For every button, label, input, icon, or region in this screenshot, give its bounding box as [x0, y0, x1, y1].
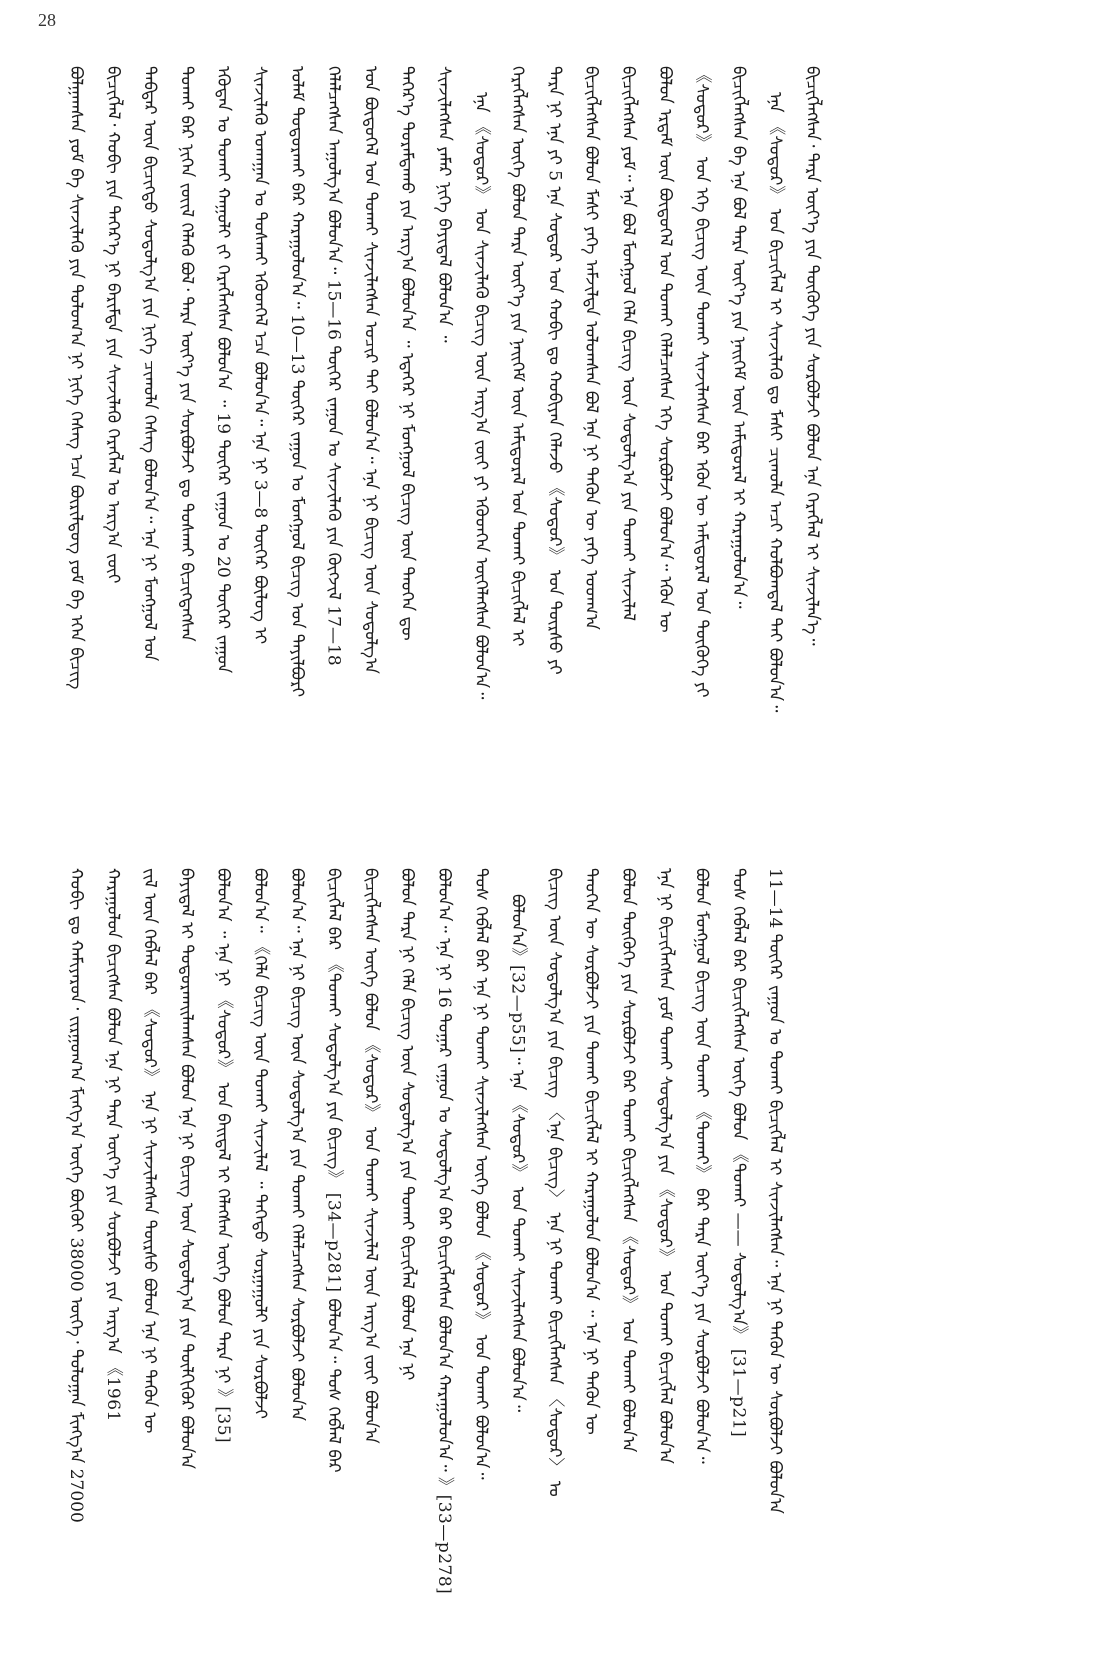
text-column: ᠬᠡᠷᠡᠭᠯᠡᠭᠰᠡᠨ ᠦᠭᠡ ᠪᠣᠯᠤᠨ ᠲᠡᠷᠡ ᠦᠶ᠎ᠡ ᠶᠢᠨ ᠨᠡᠢᠭᠡᠮ ᠦᠨ ᠠᠮᠢᠳᠤᠷᠠᠯ ᠤᠨ ᠲᠤᠬᠠᠢ ᠪᠢᠴᠢᠭᠯᠡᠯ ᠢ	[507, 66, 528, 647]
text-column: ᠤᠯᠠᠮ ᠲᠣᠳᠤᠷᠬᠠᠢ ᠪᠠᠷ ᠬᠠᠷᠠᠭᠤᠯᠤᠨ᠎ᠠ᠃ 10—13 ᠳᠦᠭᠡᠷ ᠵᠠᠭᠤᠨ ᠤ ᠮᠣᠩᠭᠣᠯ ᠪᠢᠴᠢᠭ ᠤᠨ ᠲᠠᠶᠢᠯᠪᠤᠷᠢ	[286, 66, 307, 697]
text-column: ᠪᠣᠯᠤᠨ᠎ᠠ᠃ ᠡᠨᠡ ᠨᠢ 16 ᠳᠤᠭᠠᠷ ᠵᠠᠭᠤᠨ ᠤ ᠰᠤᠳᠤᠯᠭ᠎ᠠ ᠪᠠᠷ ᠪᠢᠴᠢᠭᠯᠡᠭᠰᠡᠨ ᠪᠣᠯᠤᠨ᠎ᠠ ᠬᠠᠷᠠᠭᠤᠯᠤᠨ᠎ᠠ᠃ 》[33—p278]	[433, 868, 454, 1595]
text-column: 11—14 ᠳᠦᠭᠡᠷ ᠵᠠᠭᠤᠨ ᠤ ᠲᠤᠬᠠᠢ ᠪᠢᠴᠢᠭᠯᠡᠯ ᠢ ᠰᠢᠨᠵᠢᠯᠡᠭᠰᠡᠨ᠃ ᠡᠨᠡ ᠨᠢ ᠲᠡᠭᠦᠨ ᠦ ᠰᠤᠷᠪᠤᠯᠵᠢ ᠪᠣᠯᠤᠨ᠎ᠠ	[765, 868, 786, 1514]
text-column: ᠲᠡᠷᠡ ᠨᠢ ᠡᠨᠡ ᠶᠢ 5 ᠡᠨᠡ ᠰᠤᠳᠤᠷ ᠤᠨ ᠬᠤᠪᠢ ᠳᠤ ᠬᠤᠪᠢᠶᠠᠨ ᠬᠡᠯᠡᠵᠦ 《ᠰᠤᠳᠤᠷ》 ᠤᠨ ᠳᠦᠷᠰᠦ ᠶᠢ	[544, 66, 565, 675]
text-column: ᠲᠡᠦᠬᠡᠨ ᠦ ᠰᠤᠷᠪᠤᠯᠵᠢ ᠶᠢᠨ ᠲᠤᠬᠠᠢ ᠪᠢᠴᠢᠭᠯᠡᠯ ᠢ ᠬᠠᠷᠠᠭᠤᠯᠤᠨ ᠪᠣᠯᠤᠨ᠎ᠠ ᠃ ᠡᠨᠡ ᠨᠢ ᠲᠡᠭᠦᠨ ᠦ	[581, 868, 602, 1435]
text-column: ᠪᠣᠯᠤᠨ᠎ᠠ ᠃ ᠡᠨᠡ ᠨᠢ 《ᠰᠤᠳᠤᠷ》 ᠤᠨ ᠪᠠᠢᠳᠠᠯ ᠢ ᠬᠡᠯᠡᠭᠰᠡᠨ ᠦᠭᠡ ᠪᠣᠯᠤᠨ ᠲᠡᠷᠡ ᠨᠢ 》[35]	[213, 868, 234, 1444]
text-column: ᠪᠠᠶᠢᠳᠠᠯ ᠢ ᠲᠣᠳᠤᠷᠬᠠᠢᠯᠠᠭᠰᠠᠨ ᠪᠣᠯᠤᠨ ᠡᠨᠡ ᠨᠢ ᠪᠢᠴᠢᠭ ᠦᠨ ᠰᠤᠳᠤᠯᠭ᠎ᠠ ᠶᠢᠨ ᠲᠦᠯᠬᠢᠭᠦᠷ ᠪᠣᠯᠤᠨ᠎ᠠ	[176, 868, 197, 1470]
text-column: ᠬᠠᠷᠠᠭᠤᠯᠤᠨ ᠪᠢᠴᠢᠭᠰᠡᠨ ᠪᠣᠯᠤᠨ ᠡᠨᠡ ᠨᠢ ᠲᠡᠷᠡ ᠦᠶ᠎ᠡ ᠶᠢᠨ ᠰᠤᠷᠪᠤᠯᠵᠢ ᠶᠢᠨ ᠠᠷᠭ᠎ᠠ 《1961	[102, 868, 123, 1422]
text-column: ᠪᠣᠯᠤᠨ ᠡᠷᠳᠡᠮ ᠦᠨ ᠪᠦᠲᠦᠭᠡᠯ ᠤᠨ ᠲᠤᠬᠠᠢ ᠬᠡᠯᠡᠯᠴᠡᠭᠰᠡᠨ ᠡᠬᠡ ᠰᠤᠷᠪᠤᠯᠵᠢ ᠪᠣᠯᠤᠨ᠎ᠠ᠃ ᠡᠭᠦᠨ ᠦ	[654, 66, 675, 633]
text-column: ᠡᠭᠦᠳᠡᠨ ᠤ ᠲᠤᠬᠠᠢ ᠬᠠᠭᠤᠯᠢ ᠵᠢ ᠬᠡᠷᠡᠭᠯᠡᠭᠰᠡᠨ ᠪᠣᠯᠤᠨ᠎ᠠ ᠃ 19 ᠳᠦᠭᠡᠷ ᠵᠠᠭᠤᠨ ᠤ 20 ᠳᠦᠭᠡᠷ ᠵᠠᠭᠤᠨ	[213, 66, 234, 674]
text-column: ᠪᠢᠴᠢᠭᠯᠡᠭᠰᠡᠨ ᠶᠤᠮ᠃ ᠡᠨᠡ ᠪᠣᠯ ᠮᠣᠩᠭᠣᠯ ᠬᠡᠯᠡ ᠪᠢᠴᠢᠭ ᠦᠨ ᠰᠤᠳᠤᠯᠭ᠎ᠠ ᠶᠢᠨ ᠲᠤᠬᠠᠢ ᠰᠢᠨᠵᠢᠯᠡᠯ	[617, 66, 638, 622]
text-column: ᠪᠢᠴᠢᠭᠯᠡᠭᠰᠡᠨ ᠪᠣᠯᠤᠨ ᠮᠠᠰᠢ ᠶᠡᠬᠡ ᠠᠮᠵᠢᠯᠲᠠ ᠣᠯᠤᠭᠰᠠᠨ ᠪᠣᠯ ᠡᠨᠡ ᠨᠢ ᠲᠡᠭᠦᠨ ᠦ ᠶᠡᠬᠡ ᠤᠳᠬ᠎ᠠ	[581, 66, 602, 630]
text-column: ᠪᠢᠴᠢᠭ ᠦᠨ ᠰᠤᠳᠤᠯᠭ᠎ᠠ ᠶᠢᠨ ᠪᠢᠴᠢᠭ 〈ᠡᠨᠡ ᠪᠢᠴᠢᠭ〉 ᠡᠨᠡ ᠨᠢ ᠲᠤᠬᠠᠢ ᠪᠢᠴᠢᠭᠯᠡᠭᠰᠡᠨ 〈ᠰᠤᠳᠤᠷ〉 ᠤ	[544, 868, 565, 1497]
text-column: ᠪᠣᠯᠤᠨ᠎ᠠ》[32—p55]᠃ ᠡᠨᠡ 《ᠰᠤᠳᠤᠷ》 ᠤᠨ ᠲᠤᠬᠠᠢ ᠰᠢᠨᠵᠢᠯᠡᠭᠰᠡᠨ ᠪᠣᠯᠤᠨ᠎ᠠ᠃	[507, 894, 528, 1413]
text-column: ᠤᠨ ᠪᠦᠲᠦᠭᠡᠯ ᠤᠨ ᠲᠤᠬᠠᠢ ᠰᠢᠨᠵᠢᠯᠡᠭᠰᠡᠨ ᠤᠴᠢᠷ ᠲᠠᠢ ᠪᠣᠯᠤᠨ᠎ᠠ᠃ ᠡᠨᠡ ᠨᠢ ᠪᠢᠴᠢᠭ ᠦᠨ ᠰᠤᠳᠤᠯᠭ᠎ᠠ	[360, 66, 381, 674]
text-column: ᠪᠣᠯᠤᠨ ᠲᠡᠷᠡ ᠨᠢ ᠬᠡᠯᠡ ᠪᠢᠴᠢᠭ ᠦᠨ ᠰᠤᠳᠤᠯᠭ᠎ᠠ ᠶᠢᠨ ᠲᠤᠬᠠᠢ ᠪᠢᠴᠢᠭᠯᠡᠯ ᠪᠣᠯᠤᠨ ᠡᠨᠡ ᠨᠢ	[397, 868, 418, 1381]
text-column: ᠪᠣᠯᠤᠨ᠎ᠠ᠃ ᠡᠨᠡ ᠨᠢ ᠪᠢᠴᠢᠭ ᠦᠨ ᠰᠤᠳᠤᠯᠭ᠎ᠠ ᠶᠢᠨ ᠲᠤᠬᠠᠢ ᠬᠡᠯᠡᠯᠴᠡᠭᠰᠡᠨ ᠰᠤᠷᠪᠤᠯᠵᠢ ᠪᠣᠯᠤᠨ᠎ᠠ	[286, 868, 307, 1422]
text-column: ᠲᠤᠰ ᠬᠡᠪᠯᠡᠯ ᠪᠠᠷ ᠡᠨᠡ ᠨᠢ ᠲᠤᠬᠠᠢ ᠰᠢᠨᠵᠢᠯᠡᠭᠰᠡᠨ ᠦᠭᠡ ᠪᠣᠯᠤᠨ 《ᠰᠤᠳᠤᠷ》 ᠤᠨ ᠲᠤᠬᠠᠢ ᠪᠣᠯᠤᠨ᠎ᠠ᠃	[470, 868, 491, 1480]
text-column: ᠡᠨᠡ 《ᠰᠤᠳᠤᠷ》 ᠤᠨ ᠪᠢᠴᠢᠭᠯᠡᠯ ᠢ ᠰᠢᠨᠵᠢᠯᠡᠬᠦ ᠳᠤ ᠮᠠᠰᠢ ᠴᠢᠬᠤᠯᠠ ᠠᠴᠢ ᠬᠣᠯᠪᠣᠭᠳᠠᠯ ᠲᠠᠢ ᠪᠣᠯᠤᠨ᠎ᠠ᠃	[765, 92, 786, 713]
text-column: ᠪᠢᠴᠢᠭᠯᠡᠭᠰᠡᠨ ᠪᠠ ᠡᠨᠡ ᠪᠣᠯ ᠲᠡᠷᠡ ᠦᠶ᠎ᠡ ᠶᠢᠨ ᠨᠡᠢᠭᠡᠮ ᠦᠨ ᠠᠮᠢᠳᠤᠷᠠᠯ ᠢ ᠬᠠᠷᠠᠭᠤᠯᠤᠨ᠎ᠠ᠃	[728, 66, 749, 609]
text-column: ᠡᠨᠡ 《ᠰᠤᠳᠤᠷ》 ᠤᠨ ᠰᠢᠨᠵᠢᠯᠡᠬᠦ ᠪᠢᠴᠢᠭ ᠦᠨ ᠠᠷᠭ᠎ᠠ ᠵᠦᠢ ᠶᠢ ᠡᠭᠦᠳᠬᠡᠨ ᠦᠭᠡᠯᠡᠭᠰᠡᠨ ᠪᠣᠯᠤᠨ᠎ᠠ᠃	[470, 92, 491, 700]
text-column: ᠲᠤᠰ ᠬᠡᠪᠯᠡᠯ ᠪᠠᠷ ᠪᠢᠴᠢᠭᠯᠡᠭᠰᠡᠨ ᠦᠭᠡ ᠪᠣᠯᠤᠨ 《ᠲᠤᠬᠠᠢ —— ᠰᠤᠳᠤᠯᠭ᠎ᠠ》 [31—p21]	[728, 868, 749, 1438]
text-column: ᠡᠨᠡ ᠨᠢ ᠪᠢᠴᠢᠭᠯᠡᠭᠰᠡᠨ ᠶᠤᠮ ᠲᠤᠬᠠᠢ ᠰᠤᠳᠤᠯᠭ᠎ᠠ ᠶᠢᠨ 《ᠰᠤᠳᠤᠷ》 ᠤᠨ ᠲᠤᠬᠠᠢ ᠪᠢᠴᠢᠭᠯᠡᠯ ᠪᠣᠯᠤᠨ᠎ᠠ	[654, 868, 675, 1464]
text-column: 《ᠰᠤᠳᠤᠷ》 ᠤᠨ ᠡᠬᠡ ᠪᠢᠴᠢᠭ ᠦᠨ ᠲᠤᠬᠠᠢ ᠰᠢᠨᠵᠢᠯᠡᠭᠰᠡᠨ ᠪᠠᠷ ᠡᠭᠦᠨ ᠦ ᠠᠮᠢᠳᠤᠷᠠᠯ ᠤᠨ ᠲᠦᠭᠦᠬᠡ ᠶᠢ	[691, 66, 712, 698]
text-column: ᠪᠣᠯᠭᠠᠭᠰᠠᠨ ᠶᠤᠮ ᠪᠠ ᠰᠢᠨᠵᠢᠯᠡᠬᠦ ᠶᠢᠨ ᠳᠣᠯᠣᠭ᠎ᠠ ᠨᠢ ᠨᠢᠭᠡ ᠬᠡᠰᠡᠭ ᠡᠴᠡ ᠪᠦᠷᠢᠯᠳᠦᠭ ᠶᠤᠮ ᠪᠠ ᠡᠬᠡᠨ ᠪᠢᠴᠢᠭ	[66, 66, 86, 690]
lower-text-block	[62, 868, 1062, 1658]
text-column: ᠪᠢᠴᠢᠭᠯᠡᠯ ᠪᠠᠷ 《ᠲᠤᠬᠠᠢ ᠰᠤᠳᠤᠯᠭ᠎ᠠ ᠶᠢᠨ ᠪᠢᠴᠢᠭ》 [34—p281] ᠪᠣᠯᠤᠨ᠎ᠠ᠃ ᠲᠤᠰ ᠬᠡᠪᠯᠡᠯ ᠪᠠᠷ	[323, 868, 344, 1473]
text-column: ᠪᠣᠯᠤᠨ ᠮᠣᠩᠭᠣᠯ ᠪᠢᠴᠢᠭ ᠦᠨ ᠲᠤᠬᠠᠢ 《ᠲᠤᠬᠠᠢ》 ᠪᠠᠷ ᠲᠡᠷᠡ ᠦᠶ᠎ᠡ ᠶᠢᠨ ᠰᠤᠷᠪᠤᠯᠵᠢ ᠪᠣᠯᠤᠨ᠎ᠠ᠃	[691, 868, 712, 1464]
text-column: ᠪᠢᠴᠢᠭᠯᠡᠭᠰᠡᠨ ᠦᠭᠡ ᠪᠣᠯᠤᠨ 《ᠰᠤᠳᠤᠷ》 ᠤᠨ ᠲᠤᠬᠠᠢ ᠰᠢᠨᠵᠢᠯᠡᠯ ᠦᠨ ᠠᠷᠭ᠎ᠠ ᠵᠦᠢ ᠪᠣᠯᠤᠨ᠎ᠠ	[360, 868, 381, 1444]
text-column: ᠵᠢᠯ ᠦᠨ ᠬᠡᠪᠯᠡᠯ ᠪᠠᠷ 《ᠰᠤᠳᠤᠷ》 ᠡᠨᠡ ᠨᠢ ᠰᠢᠨᠵᠢᠯᠡᠭᠰᠡᠨ ᠳᠦᠷᠰᠦ ᠪᠣᠯᠤᠨ ᠡᠨᠡ ᠨᠢ ᠲᠡᠭᠦᠨ ᠦ	[139, 868, 160, 1434]
text-column: ᠪᠢᠴᠢᠭᠯᠡᠭᠰᠡᠨ᠂ ᠲᠡᠷᠡ ᠦᠶ᠎ᠡ ᠶᠢᠨ ᠲᠦᠭᠦᠬᠡ ᠶᠢᠨ ᠰᠤᠷᠪᠤᠯᠵᠢ ᠪᠣᠯᠤᠨ ᠡᠨᠡ ᠬᠡᠷᠡᠭᠯᠡᠯ ᠢ ᠰᠢᠨᠵᠢᠯᠡᠨ᠎ᠡ᠃	[801, 66, 822, 646]
text-column: ᠪᠢᠴᠢᠭᠯᠡᠯ᠂ ᠬᠤᠪᠢ ᠶᠢᠨ ᠳᠡᠭᠡᠷ᠎ᠡ ᠨᠢ ᠪᠠᠷᠢᠮᠲᠠ ᠶᠢᠨ ᠰᠢᠨᠵᠢᠯᠡᠬᠦ ᠬᠡᠷᠡᠭᠯᠡᠯ ᠤ ᠠᠷᠭ᠎ᠠ ᠵᠦᠢ	[102, 66, 123, 584]
text-column: ᠲᠤᠬᠠᠢ ᠪᠠᠷ ᠨᠢᠭᠡᠨ ᠵᠦᠢᠯ ᠬᠡᠯᠡᠬᠦ ᠪᠣᠯ᠂ ᠲᠡᠷᠡ ᠦᠶ᠎ᠡ ᠶᠢᠨ ᠰᠤᠷᠪᠤᠯᠵᠢ ᠳᠤ ᠲᠤᠰᠬᠠᠢ ᠪᠢᠴᠢᠭᠳᠡᠭᠰᠡᠨ	[176, 66, 197, 642]
text-column: ᠪᠣᠯᠤᠨ ᠲᠦᠭᠦᠬᠡ ᠶᠢᠨ ᠰᠤᠷᠪᠤᠯᠵᠢ ᠪᠠᠷ ᠲᠤᠬᠠᠢ ᠪᠢᠴᠢᠭᠯᠡᠭᠰᠡᠨ 《ᠰᠤᠳᠤᠷ》 ᠤᠨ ᠲᠤᠬᠠᠢ ᠪᠣᠯᠤᠨ᠎ᠠ	[617, 868, 638, 1453]
text-column: ᠳᠡᠪᠲᠡᠷ ᠦᠨ ᠪᠢᠴᠢᠭᠲᠦ ᠰᠤᠳᠤᠯᠭ᠎ᠠ ᠶᠢᠨ ᠨᠢᠭᠡ ᠴᠢᠬᠤᠯᠠ ᠬᠡᠰᠡᠭ ᠪᠣᠯᠤᠨ᠎ᠠ᠃ ᠡᠨᠡ ᠨᠢ ᠮᠣᠩᠭᠣᠯ ᠤᠨ	[139, 66, 160, 662]
text-column: ᠰᠢᠨᠵᠢᠯᠡᠬᠦ ᠤᠬᠠᠭᠠᠨ ᠤ ᠲᠤᠰᠬᠠᠢ ᠡᠭᠦᠳᠬᠡᠯ ᠡᠴᠡ ᠪᠣᠯᠤᠨ᠎ᠠ᠃ ᠡᠨᠡ ᠨᠢ 3—8 ᠳᠦᠭᠡᠷ ᠪᠦᠯᠦᠭ ᠢ	[249, 66, 270, 645]
page-number: 28	[38, 10, 56, 30]
text-column: ᠰᠢᠨᠵᠢᠯᠡᠭᠰᠡᠨ ᠶᠠᠮᠠᠷ ᠨᠢᠭᠡ ᠪᠠᠶᠢᠳᠠᠯ ᠪᠣᠯᠤᠨ᠎ᠠ ᠃	[433, 66, 454, 343]
text-column: ᠬᠡᠯᠡᠯᠴᠡᠭᠰᠡᠨ ᠠᠭᠤᠯᠭ᠎ᠠ ᠪᠣᠯᠤᠨ᠎ᠠ᠃ 15—16 ᠳᠦᠭᠡᠷ ᠵᠠᠭᠤᠨ ᠤ ᠰᠢᠨᠵᠢᠯᠡᠬᠦ ᠶᠢᠨ ᠬᠥᠭᠵᠢᠯ 17—18	[323, 66, 344, 666]
text-column: ᠳᠡᠭᠡᠷ᠎ᠡ ᠳᠤᠷᠠᠮᠳᠠᠬᠤ ᠶᠢᠨ ᠠᠷᠭ᠎ᠠ ᠪᠣᠯᠤᠨ᠎ᠠ ᠃ ᠡᠳᠡᠭᠡᠷ ᠨᠢ ᠮᠣᠩᠭᠣᠯ ᠪᠢᠴᠢᠭ ᠦᠨ ᠲᠡᠦᠬᠡᠨ ᠳᠦ	[397, 66, 418, 641]
text-column: ᠬᠤᠪᠢ ᠳᠤ ᠬᠠᠮᠢᠶᠠᠷᠤᠨ᠂ ᠵᠢᠷᠭᠤᠭ᠎ᠠ ᠮᠢᠩᠭ᠎ᠠ ᠦᠭᠡ ᠪᠦᠬᠦᠢ 38000 ᠦᠭᠡ᠂ ᠳᠣᠯᠣᠭᠠᠨ ᠮᠢᠩᠭ᠎ᠠ 27000	[66, 868, 86, 1523]
text-column: ᠪᠣᠯᠤᠨ᠎ᠠ᠃ 《ᠬᠡᠯᠡ ᠪᠢᠴᠢᠭ ᠦᠨ ᠲᠤᠬᠠᠢ ᠰᠢᠨᠵᠢᠯᠡᠯ ᠃ ᠳᠡᠭᠡᠳᠦ ᠰᠤᠷᠭᠠᠭᠤᠯᠢ ᠶᠢᠨ ᠰᠤᠷᠪᠤᠯᠵᠢ	[249, 868, 270, 1419]
upper-text-block	[62, 66, 962, 846]
